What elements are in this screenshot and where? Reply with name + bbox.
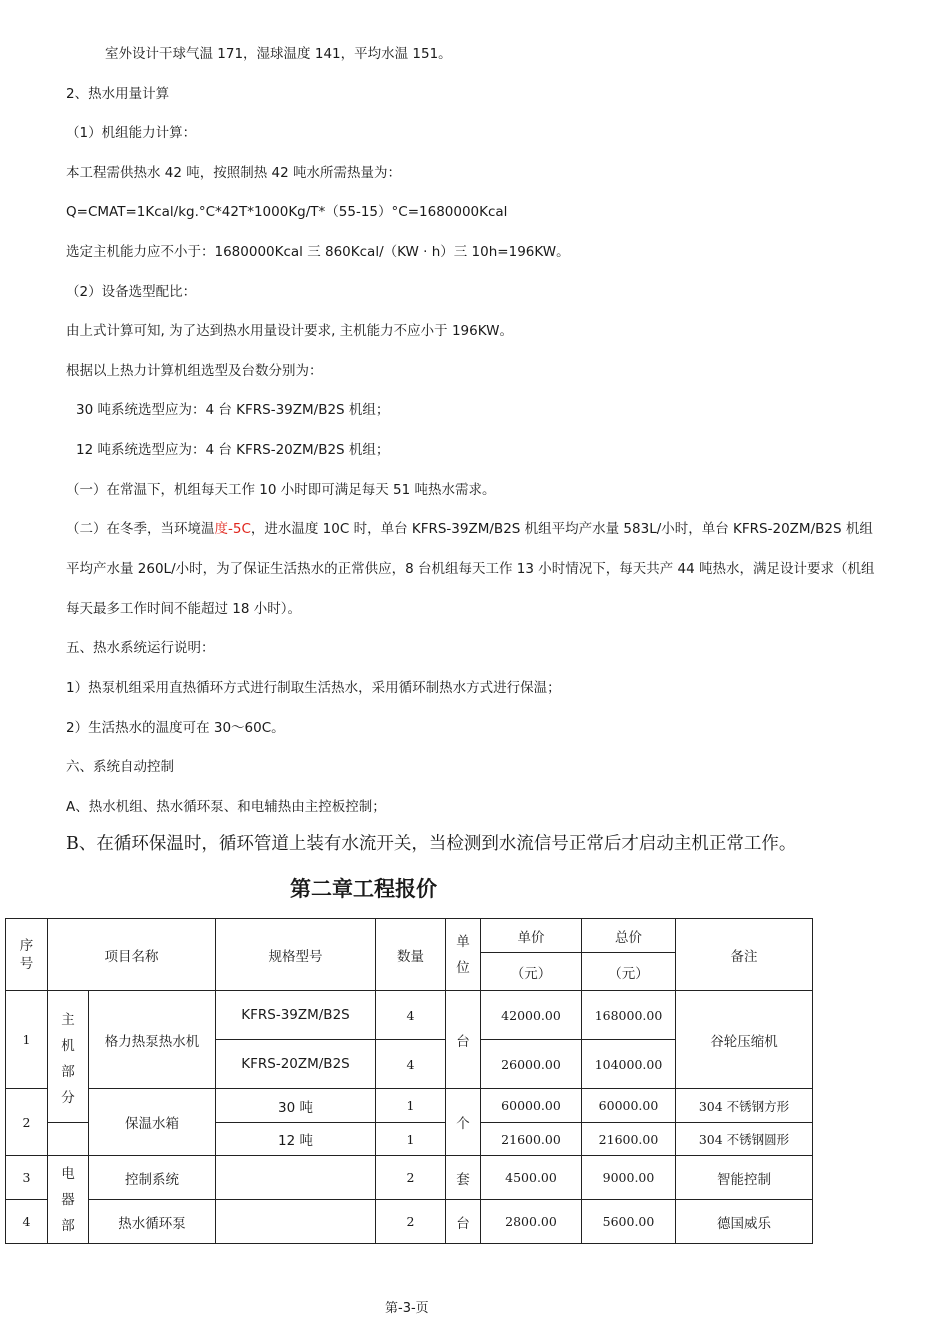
cell-unit-price: 26000.00 (481, 1040, 582, 1089)
cell-total: 5600.00 (582, 1200, 676, 1244)
text-section-5-heading: 五、热水系统运行说明： (66, 640, 215, 656)
text-design-temperature: 室外设计干球气温 171，湿球温度 141，平均水温 151。 (105, 46, 452, 62)
cell-total: 168000.00 (582, 991, 676, 1040)
header-remark: 备注 (676, 919, 813, 991)
cell-qty: 4 (376, 991, 446, 1040)
cell-unit-price: 2800.00 (481, 1200, 582, 1244)
text-winter-line-3: 每天最多工作时间不能超过 18 小时）。 (66, 601, 302, 617)
cell-item-name: 热水循环泵 (89, 1200, 216, 1244)
text-heat-formula: Q=CMAT=1Kcal/kg.°C*42T*1000Kg/T*（55-15）°C=1680000Kcal (66, 204, 508, 220)
cell-remark: 智能控制 (676, 1156, 813, 1200)
text-12t-system: 12 吨系统选型应为：4 台 KFRS-20ZM/B2S 机组； (76, 442, 390, 458)
text-equipment-selection: （2）设备选型配比： (66, 284, 197, 300)
text-control-a: A、热水机组、热水循环泵、和电辅热由主控板控制； (66, 799, 386, 815)
cell-group-empty (48, 1123, 89, 1156)
cell-unit-price: 4500.00 (481, 1156, 582, 1200)
cell-unit: 个 (446, 1089, 481, 1156)
cell-model: 30 吨 (216, 1089, 376, 1123)
cell-unit: 台 (446, 991, 481, 1089)
cell-model (216, 1156, 376, 1200)
chapter-title: 第二章工程报价 (290, 877, 437, 901)
cell-qty: 2 (376, 1200, 446, 1244)
header-unit: 单位 (446, 919, 481, 991)
cell-remark: 谷轮压缩机 (676, 991, 813, 1089)
text-unit-capacity-calc: （1）机组能力计算： (66, 125, 197, 141)
cell-qty: 1 (376, 1123, 446, 1156)
cell-model: 12 吨 (216, 1123, 376, 1156)
table-row (6, 1156, 813, 1200)
cell-total: 60000.00 (582, 1089, 676, 1123)
table-row (6, 991, 813, 1040)
cell-qty: 1 (376, 1089, 446, 1123)
cell-item-name: 格力热泵热水机 (89, 991, 216, 1089)
text-winter-line-1 (66, 519, 873, 539)
header-item-name: 项目名称 (48, 919, 216, 991)
text-operation-2: 2）生活热水的温度可在 30〜60C。 (66, 720, 285, 736)
cell-index: 4 (6, 1200, 48, 1244)
header-model: 规格型号 (216, 919, 376, 991)
header-total-unit: （元） (582, 953, 676, 991)
cell-qty: 4 (376, 1040, 446, 1089)
cell-unit-price: 21600.00 (481, 1123, 582, 1156)
page-number: 第-3-页 (385, 1301, 429, 1316)
text-winter-highlight: 度-5C (214, 521, 251, 537)
cell-remark: 德国威乐 (676, 1200, 813, 1244)
text-winter-line-2: 平均产水量 260L/小时，为了保证生活热水的正常供应，8 台机组每天工作 13 小时情况下，每天共产 44 吨热水，满足设计要求（机组 (66, 561, 875, 577)
header-unit-price-unit: （元） (481, 953, 582, 991)
table-header-row (6, 919, 813, 953)
cell-index: 2 (6, 1089, 48, 1156)
cell-model: KFRS-39ZM/B2S (216, 991, 376, 1040)
text-capacity-requirement: 选定主机能力应不小于：1680000Kcal 三 860Kcal/（KW · h）三 10h=196KW。 (66, 244, 570, 260)
cell-remark: 304 不锈钢圆形 (676, 1123, 813, 1156)
text-30t-system: 30 吨系统选型应为：4 台 KFRS-39ZM/B2S 机组； (76, 402, 390, 418)
quote-table (5, 918, 813, 1244)
header-qty: 数量 (376, 919, 446, 991)
cell-group-elec: 电器部 (48, 1156, 89, 1244)
cell-group-main: 主机部分 (48, 991, 89, 1123)
text-winter-a: （二）在冬季，当环境温 (66, 521, 215, 537)
cell-total: 21600.00 (582, 1123, 676, 1156)
header-total: 总价 (582, 919, 676, 953)
header-index: 序号 (6, 919, 48, 991)
text-operation-1: 1）热泵机组采用直热循环方式进行制取生活热水，采用循环制热水方式进行保温； (66, 680, 561, 696)
cell-qty: 2 (376, 1156, 446, 1200)
text-capacity-conclusion: 由上式计算可知, 为了达到热水用量设计要求, 主机能力不应小于 196KW。 (66, 323, 513, 339)
text-selection-intro: 根据以上热力计算机组选型及台数分别为： (66, 363, 323, 379)
cell-unit: 台 (446, 1200, 481, 1244)
header-unit-price: 单价 (481, 919, 582, 953)
cell-model (216, 1200, 376, 1244)
text-control-b: B、在循环保温时，循环管道上装有水流开关，当检测到水流信号正常后才启动主机正常工作。 (66, 834, 797, 854)
cell-index: 3 (6, 1156, 48, 1200)
text-normal-temp: （一）在常温下，机组每天工作 10 小时即可满足每天 51 吨热水需求。 (66, 482, 496, 498)
table-row (6, 1089, 813, 1123)
cell-remark: 304 不锈钢方形 (676, 1089, 813, 1123)
cell-unit-price: 42000.00 (481, 991, 582, 1040)
cell-item-name: 保温水箱 (89, 1089, 216, 1156)
cell-unit: 套 (446, 1156, 481, 1200)
cell-index: 1 (6, 991, 48, 1089)
cell-item-name: 控制系统 (89, 1156, 216, 1200)
text-heading-hot-water-calc: 2、热水用量计算 (66, 86, 170, 102)
cell-unit-price: 60000.00 (481, 1089, 582, 1123)
text-section-6-heading: 六、系统自动控制 (66, 759, 174, 775)
text-hot-water-demand: 本工程需供热水 42 吨，按照制热 42 吨水所需热量为： (66, 165, 402, 181)
table-row (6, 1200, 813, 1244)
cell-total: 104000.00 (582, 1040, 676, 1089)
cell-total: 9000.00 (582, 1156, 676, 1200)
cell-model: KFRS-20ZM/B2S (216, 1040, 376, 1089)
text-winter-b: ，进水温度 10C 时，单台 KFRS-39ZM/B2S 机组平均产水量 583L/小时，单台 KFRS-20ZM/B2S 机组 (250, 521, 873, 537)
